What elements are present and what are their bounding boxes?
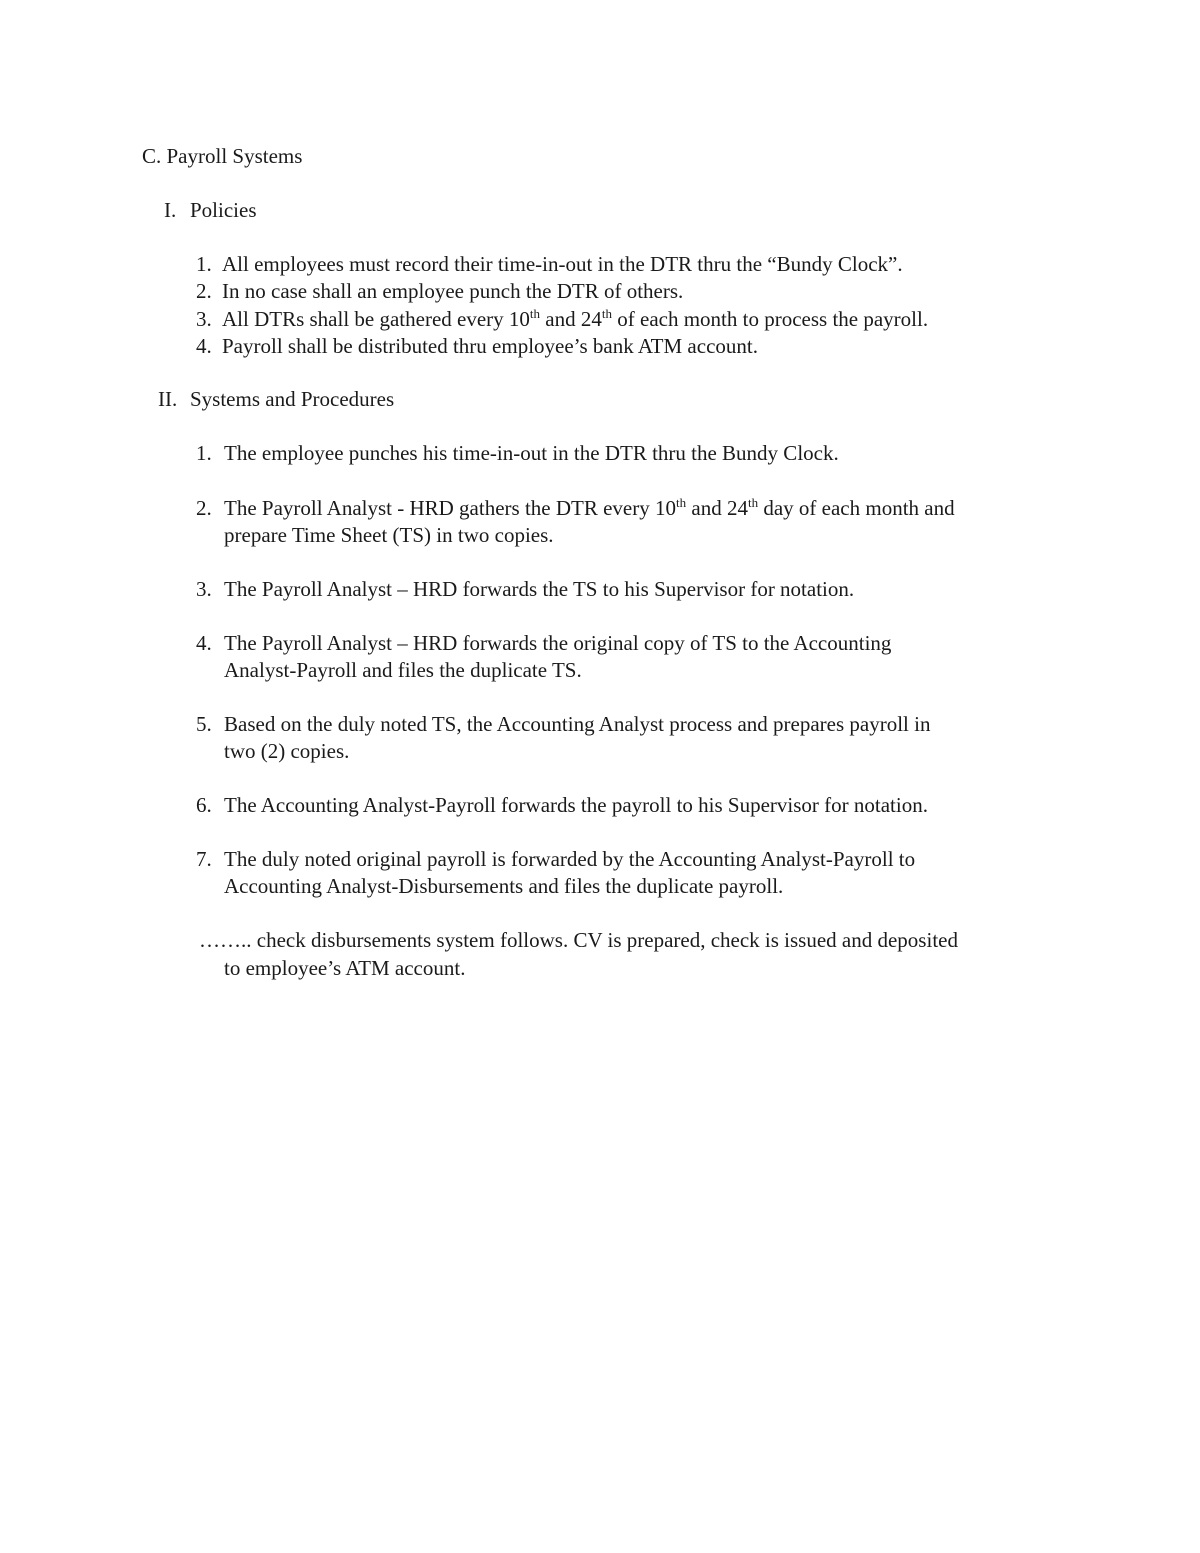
procedure-4-line2: Analyst-Payroll and files the duplicate TS.: [224, 658, 582, 682]
part2-numeral: II.: [158, 387, 178, 411]
procedure-3-line1: The Payroll Analyst – HRD forwards the TS to his Supervisor for notation.: [224, 577, 855, 601]
closing-note-line1: …….. check disbursements system follows. CV is prepared, check is issued and deposited: [199, 928, 958, 952]
policy-4-number: 4.: [196, 334, 212, 358]
procedure-2-line2: prepare Time Sheet (TS) in two copies.: [224, 523, 554, 547]
part1-numeral: I.: [164, 198, 177, 222]
policy-3-text: All DTRs shall be gathered every 10th and 24th of each month to process the payroll.: [222, 306, 929, 331]
superscript: th: [747, 495, 759, 510]
policy-1-text: All employees must record their time-in-out in the DTR thru the “Bundy Clock”.: [222, 252, 903, 276]
procedure-1-line1: The employee punches his time-in-out in the DTR thru the Bundy Clock.: [224, 441, 839, 465]
procedure-7-line1: The duly noted original payroll is forwarded by the Accounting Analyst-Payroll to: [224, 847, 916, 871]
procedure-4-number: 4.: [196, 631, 212, 655]
procedure-5-line1: Based on the duly noted TS, the Accounting Analyst process and prepares payroll in: [224, 712, 931, 736]
superscript: th: [676, 495, 687, 510]
part1-title: Policies: [190, 198, 257, 222]
closing-note-line2: to employee’s ATM account.: [224, 956, 466, 980]
procedure-6-line1: The Accounting Analyst-Payroll forwards the payroll to his Supervisor for notation.: [224, 793, 928, 817]
policy-2-number: 2.: [196, 279, 212, 303]
policy-4-text: Payroll shall be distributed thru employee’s bank ATM account.: [222, 334, 758, 358]
procedure-6-number: 6.: [196, 793, 212, 817]
procedure-5-number: 5.: [196, 712, 212, 736]
procedure-4-line1: The Payroll Analyst – HRD forwards the original copy of TS to the Accounting: [224, 631, 892, 655]
procedure-5-line2: two (2) copies.: [224, 739, 350, 763]
policy-3-number: 3.: [196, 307, 212, 331]
procedure-7-number: 7.: [196, 847, 212, 871]
procedure-2-number: 2.: [196, 496, 212, 520]
procedure-1-number: 1.: [196, 441, 212, 465]
superscript: th: [601, 306, 612, 321]
part2-title: Systems and Procedures: [190, 387, 395, 411]
procedure-7-line2: Accounting Analyst-Disbursements and files the duplicate payroll.: [224, 874, 784, 898]
policy-1-number: 1.: [196, 252, 212, 276]
procedure-2-line1: The Payroll Analyst - HRD gathers the DTR every 10th and 24th day of each month and: [224, 495, 955, 520]
procedure-3-number: 3.: [196, 577, 212, 601]
policy-2-text: In no case shall an employee punch the DTR of others.: [222, 279, 684, 303]
section-title: C. Payroll Systems: [142, 144, 303, 168]
superscript: th: [529, 306, 541, 321]
